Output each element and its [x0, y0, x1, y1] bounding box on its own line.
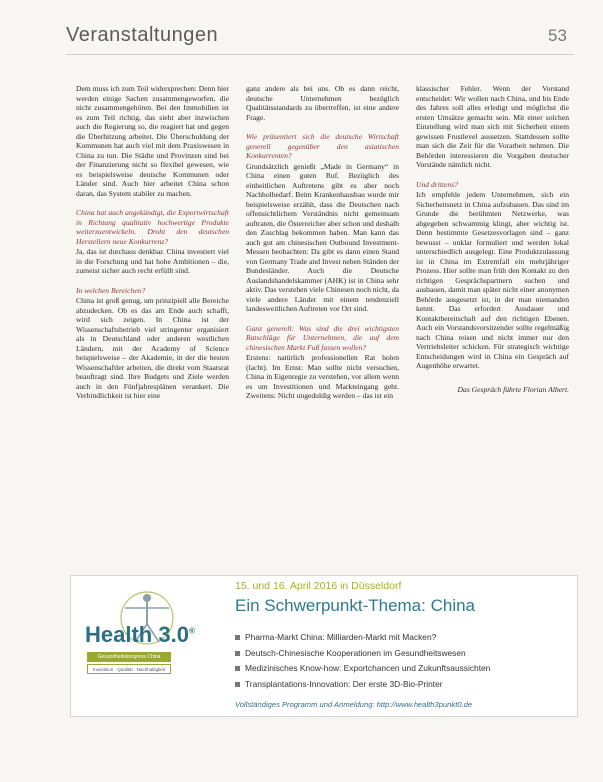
logo-tagline: Investition · Qualität · Nachhaltigkeit [87, 664, 171, 674]
article-paragraph: Dem muss ich zum Teil widersprechen: Denn hier werden einige Sachen zusammengeworfen, die nicht zusammengehören. Bei den Immobilien ist es zum Teil richtig, das sieht aber inzwischen auch die Regierung so, die reagiert hat und gegen die Überhitzung arbeitet. Die Überschuldung der Kommunen hat auch viel mit dem Praxiswesen in China zu tun. Die Städte und Provinzen sind bei der Finanzierung nicht so flexibel gewesen, wie es beispielsweise deutsche Kommunen oder Länder sind. Auch hier arbeitet China schon daran, das System stabiler zu machen. [76, 84, 229, 198]
event-headline: Ein Schwerpunkt-Thema: China [235, 596, 476, 615]
article-column-2 [246, 84, 399, 409]
event-topic-item [235, 661, 490, 677]
event-topic-list [235, 630, 490, 692]
square-bullet-icon [235, 635, 240, 640]
interview-question: Und drittens? [416, 179, 458, 189]
author-signature: Das Gespräch führte Florian Albert. [457, 384, 569, 394]
logo-wordmark: Health 3.0® [85, 622, 195, 647]
article-paragraph: China ist groß genug, um prinzipiell alle Bereiche abzudecken. Ob es das am Ende auch schafft, wird sich zeigen. In China ist der Wissenschaftsbetrieb viel stringenter organisiert als in Deutschland oder anderen westlichen Ländern, mit der Academy of Science beispielsweise – der Akademie, in der die besten Wissenschaftler arbeiten, die direkt vom Staatsrat beauftragt sind. Ihre Budgets und Ziele werden auch in den Fünfjahresplänen verankert. Die Verbindlichkeit ist hier eine [76, 296, 229, 400]
interview-question: In welchen Bereichen? [76, 285, 146, 295]
logo-subtitle: Gesundheitskongress China [87, 652, 171, 662]
event-topic-item [235, 677, 490, 693]
article-column-1 [76, 84, 229, 409]
header-rule [66, 54, 574, 55]
article-paragraph: Erstens: natürlich professionellen Rat holen (lacht). Im Ernst: Man sollte nicht versuchen, China in Eigenregie zu verstehen, vor allem wenn es um Investitionen und Markteingang geht. Zweitens: Nicht ungeduldig werden – das ist ein [246, 353, 399, 400]
article-paragraph: klassischer Fehler. Wenn der Vorstand entscheidet: Wir wollen nach China, und bis Ende des Jahres soll alles erledigt und möglichst die ersten Umsätze gemacht sein. Mit einer solchen Einstellung wird man sich mit Sicherheit einem gewissen Frustlevel aussetzen. Stattdessen sollte man sich die Zeit für die Vorarbeit nehmen. Die Behörden interessieren die Vorgaben deutscher Vorstände nämlich nicht. [416, 84, 569, 169]
square-bullet-icon [235, 682, 240, 687]
square-bullet-icon [235, 666, 240, 671]
event-topic-item [235, 646, 490, 662]
event-topic-label: Pharma-Markt China: Milliarden-Markt mit Macken? [245, 632, 437, 642]
article-paragraph: Ja, das ist durchaus denkbar. China investiert viel in die Forschung und hat hohe Ambitionen – die, zumeist sicher auch recht erfüllt sind. [76, 247, 229, 275]
page-header-title: Veranstaltungen [66, 24, 219, 46]
event-topic-label: Medizinisches Know-how: Exportchancen und Zukunftsaussichten [245, 663, 491, 673]
article-paragraph: Grundsätzlich genießt „Made in Germany“ in China einen guten Ruf. Bezüglich des einheitlichen Auftretens gibt es aber noch Nachholbedarf. Beim Krankenhausbau wurde mir beispielsweise erzählt, dass die Deutschen nach offensichtlichem Verständnis nicht gemeinsam auftraten, die Österreicher aber schon und deshalb den Zuschlag bekommen haben. Man kann das auch gut am chinesischen Outbound Investment-Messen beobachten: Da gibt es dann einen Stand von Germany Trade and Invest neben Ständen der Bundesländer. Auch die Deutsche Auslandshandelskammer (AHK) ist in China sehr aktiv. Das verstehen viele Chinesen noch nicht, da viele andere Länder mit einem tendenziell landesweitlichen Auftreten vor Ort sind. [246, 161, 399, 313]
article-paragraph: Ich empfehle jedem Unternehmen, sich ein Sicherheitsnetz in China aufzubauen. Das sind im Grunde die berühmten Netzwerke, was abgegeben schwammig klingt, aber wichtig ist. Denn bestimmte Gesetzesvorlagen sind – ganz bewusst – unklar formuliert und werden lokal unterschiedlich ausgelegt. Eine Produktzulassung ist in China im Extremfall ein mehrjähriger Prozess. Hier sollte man früh den Kontakt zu den richtigen Gesprächspartnern suchen und ausbauen, damit man später nicht einer anonymen Behörde ausgesetzt ist, in der man niemanden kennt. Das erfordert Ausdauer und Kontaktbereitschaft auf den richtigen Ebenen. Auch ein Vorstandsvorsitzender sollte regelmäßig nach China reisen und nicht immer nur den Vertriebsleiter schicken. Für strategisch wichtige Entscheidungen wird in China ein Gespräch auf Augenhöhe erwartet. [416, 190, 569, 370]
article-column-3 [416, 84, 569, 402]
interview-question: China hat auch angekündigt, die Exportwirtschaft in Richtung qualitativ hochwertige Produkte weiterzuentwickeln. Droht den deutschen Herstellern neue Konkurrenz? [76, 208, 229, 246]
page-number: 53 [548, 26, 567, 45]
health-logo [85, 588, 209, 692]
event-topic-item [235, 630, 490, 646]
event-topic-label: Deutsch-Chinesische Kooperationen im Gesundheitswesen [245, 647, 466, 658]
article-paragraph: ganz andere als bei uns. Ob es dann reicht, deutsche Unternehmen bezüglich Qualitätsstandards zu übertreffen, ist eine andere Frage. [246, 84, 399, 122]
event-advertisement [70, 575, 578, 717]
event-date: 15. und 16. April 2016 in Düsseldorf [235, 580, 402, 592]
interview-question: Wie präsentiert sich die deutsche Wirtschaft generell gegenüber den asiatischen Konkurrenten? [246, 132, 399, 160]
registration-link[interactable]: Vollständiges Programm und Anmeldung: http://www.health3punkt0.de [235, 700, 473, 709]
square-bullet-icon [235, 651, 240, 656]
interview-question: Ganz generell: Was sind die drei wichtigsten Ratschläge für Unternehmen, die auf dem chinesischen Markt Fuß fassen wollen? [246, 323, 399, 352]
event-topic-label: Transplantations-Innovation: Der erste 3D-Bio-Printer [245, 678, 443, 689]
